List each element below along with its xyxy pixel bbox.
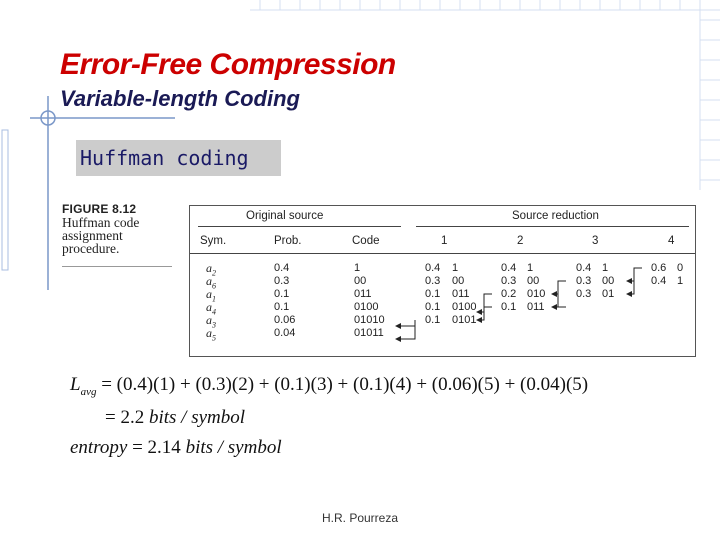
reduction-1-prob: 0.3 xyxy=(425,275,441,287)
reduction-3-code: 1 xyxy=(602,262,609,274)
section-label: Huffman coding xyxy=(80,146,249,170)
symbol-base: a xyxy=(206,326,212,340)
symbol-subscript: 5 xyxy=(212,333,216,343)
reduction-1-prob: 0.4 xyxy=(425,262,441,274)
prob-cell: 0.4 xyxy=(274,262,290,274)
prob-cell: 0.1 xyxy=(274,288,290,300)
reduction-1-prob: 0.1 xyxy=(425,288,441,300)
prob-cell: 0.04 xyxy=(274,327,296,339)
reduction-2-code: 011 xyxy=(527,301,545,313)
lavg-unit: bits / symbol xyxy=(148,407,246,428)
reduction-1-code: 1 xyxy=(452,262,459,274)
slide-title: Error-Free Compression xyxy=(60,48,396,81)
reduction-3-prob: 0.3 xyxy=(576,275,592,287)
column-header-sym: Sym. xyxy=(200,235,227,247)
slide-subtitle: Variable-length Coding xyxy=(60,86,300,111)
code-cell: 011 xyxy=(354,288,372,300)
entropy-equation xyxy=(70,437,282,459)
lavg-symbol: L xyxy=(70,374,81,395)
symbol-base: a xyxy=(206,274,212,288)
reduction-1-prob: 0.1 xyxy=(425,314,441,326)
caption-divider xyxy=(62,266,172,267)
figure-caption xyxy=(62,202,177,255)
lavg-subscript: avg xyxy=(80,385,97,398)
lavg-value: = 2.2 xyxy=(105,407,145,428)
column-header-step-3: 3 xyxy=(592,235,599,247)
reduction-1-code: 0101 xyxy=(452,314,477,326)
symbol-subscript: 4 xyxy=(212,307,216,317)
prob-cell: 0.06 xyxy=(274,314,296,326)
reduction-1-code: 00 xyxy=(452,275,465,287)
reduction-3-prob: 0.4 xyxy=(576,262,592,274)
reduction-2-code: 00 xyxy=(527,275,540,287)
column-header-step-2: 2 xyxy=(517,235,524,247)
reduction-4-prob: 0.4 xyxy=(651,275,667,287)
reduction-4-code: 1 xyxy=(677,275,684,287)
prob-cell: 0.1 xyxy=(274,301,290,313)
caption-line: procedure. xyxy=(62,241,120,256)
caption-line: assignment xyxy=(62,228,123,243)
reduction-3-prob: 0.3 xyxy=(576,288,592,300)
column-header-prob: Prob. xyxy=(274,235,302,247)
code-cell: 01011 xyxy=(354,327,384,339)
symbol-base: a xyxy=(206,261,212,275)
reduction-3-code: 00 xyxy=(602,275,615,287)
entropy-unit: bits / symbol xyxy=(185,437,282,458)
symbol-base: a xyxy=(206,300,212,314)
code-cell: 00 xyxy=(354,275,367,287)
huffman-table xyxy=(189,205,696,357)
reduction-2-prob: 0.4 xyxy=(501,262,517,274)
code-cell: 0100 xyxy=(354,301,379,313)
reduction-3-code: 01 xyxy=(602,288,615,300)
reduction-2-prob: 0.2 xyxy=(501,288,517,300)
entropy-label: entropy xyxy=(70,437,128,458)
code-cell: 01010 xyxy=(354,314,385,326)
symbol-base: a xyxy=(206,313,212,327)
symbol-subscript: 1 xyxy=(212,294,216,304)
prob-cell: 0.3 xyxy=(274,275,290,287)
reduction-2-code: 010 xyxy=(527,288,546,300)
reduction-1-code: 0100 xyxy=(452,301,477,313)
symbol-subscript: 3 xyxy=(212,320,216,330)
column-header-code: Code xyxy=(352,235,380,247)
reduction-2-prob: 0.1 xyxy=(501,301,517,313)
column-header-step-4: 4 xyxy=(668,235,675,247)
section-label-box xyxy=(76,140,281,176)
reduction-4-code: 0 xyxy=(677,262,684,274)
code-cell: 1 xyxy=(354,262,361,274)
figure-number: FIGURE 8.12 xyxy=(62,202,137,216)
lavg-expression: = (0.4)(1) + (0.3)(2) + (0.1)(3) + (0.1)(4) + (0.06)(5) + (0.04)(5) xyxy=(101,374,589,395)
slide-footer: H.R. Pourreza xyxy=(321,511,399,525)
reduction-2-code: 1 xyxy=(527,262,534,274)
lavg-equation xyxy=(70,374,588,398)
symbol-subscript: 6 xyxy=(212,281,216,291)
lavg-result xyxy=(105,407,245,429)
header-original-source: Original source xyxy=(246,210,324,222)
symbol-subscript: 2 xyxy=(212,268,216,278)
caption-line: Huffman code xyxy=(62,215,140,230)
symbol-base: a xyxy=(206,287,212,301)
header-source-reduction: Source reduction xyxy=(512,210,599,222)
reduction-2-prob: 0.3 xyxy=(501,275,517,287)
merge-arrows xyxy=(190,206,695,356)
column-header-step-1: 1 xyxy=(441,235,448,247)
entropy-value: = 2.14 xyxy=(132,437,181,458)
reduction-4-prob: 0.6 xyxy=(651,262,667,274)
reduction-1-code: 011 xyxy=(452,288,470,300)
reduction-1-prob: 0.1 xyxy=(425,301,441,313)
